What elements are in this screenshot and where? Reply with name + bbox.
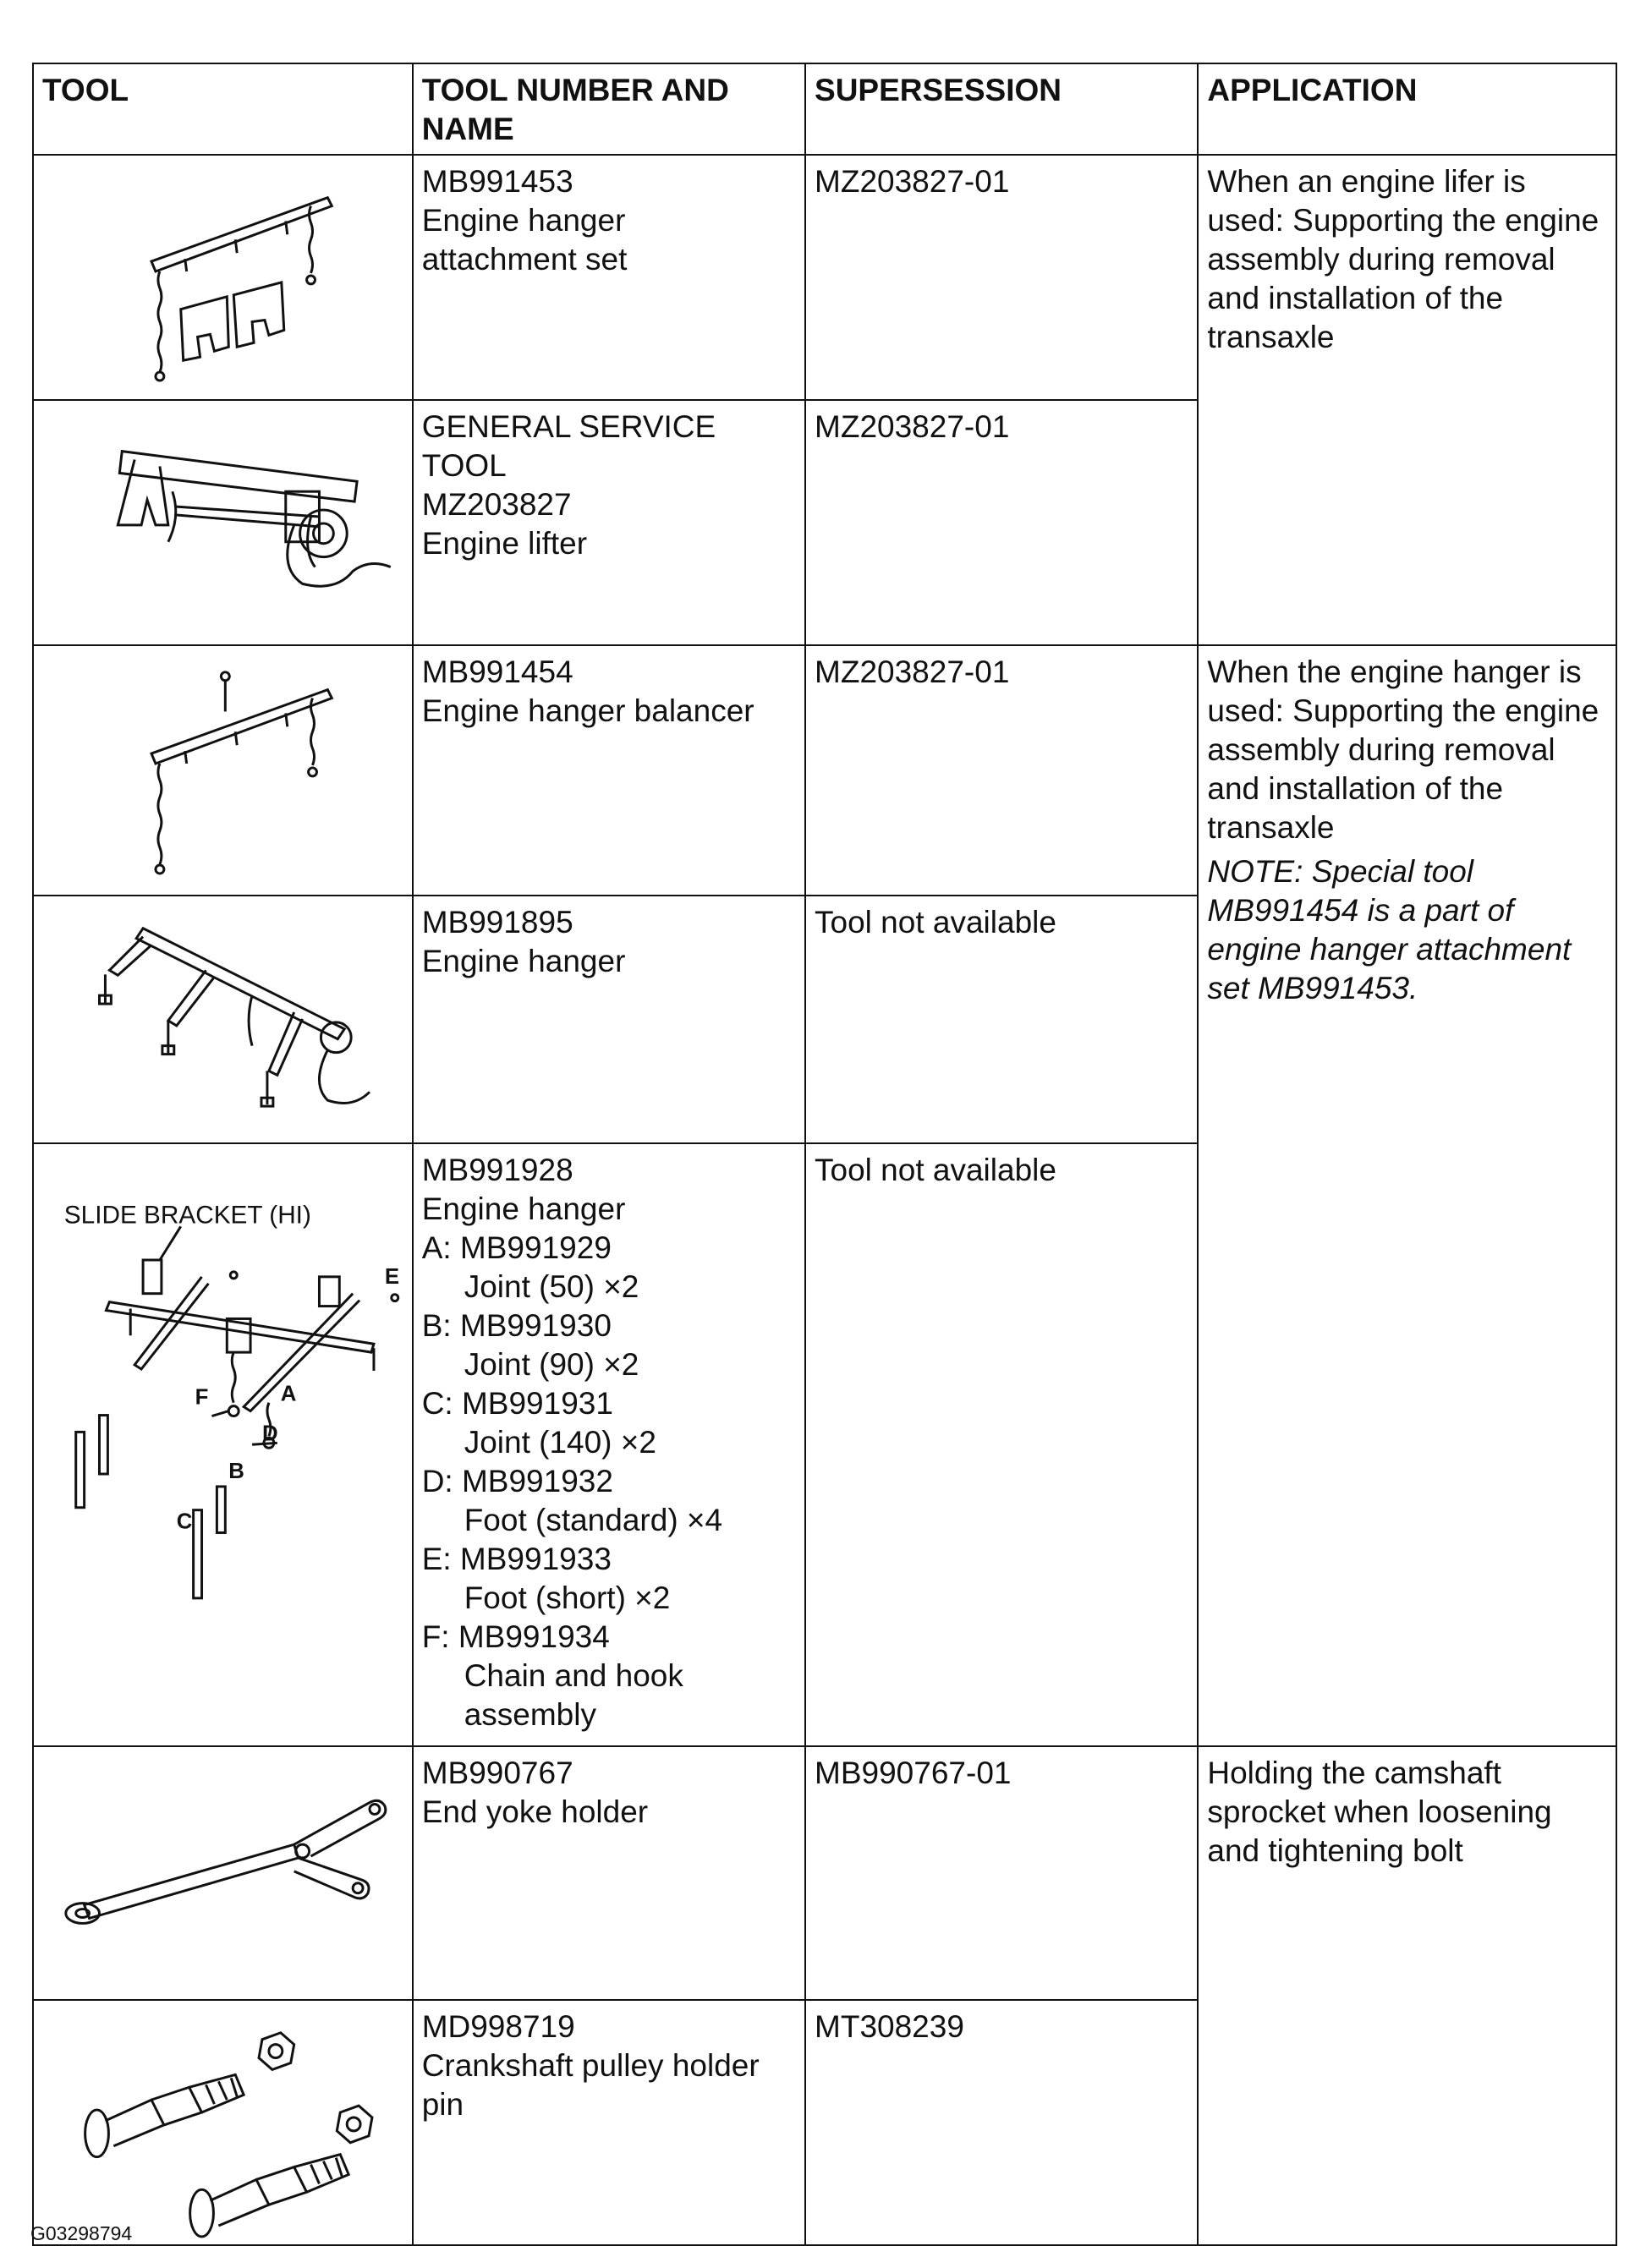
tool-illustration-cell: [33, 1746, 413, 2000]
diagram-label-d: D: [261, 1422, 278, 1446]
figure-code: G03298794: [30, 2222, 133, 2244]
tool-illustration-cell: [33, 155, 413, 400]
tool-name: Engine hanger: [421, 203, 626, 238]
diagram-label-b: B: [228, 1460, 244, 1484]
part-desc: Joint (50) ×2: [464, 1269, 639, 1305]
tool-number: MD998719: [421, 2008, 575, 2044]
tool-number: MB991928: [421, 1153, 573, 1188]
tool-illustration-cell: [33, 400, 413, 645]
header-tool: TOOL: [33, 63, 413, 155]
diagram-label-slide-bracket: SLIDE BRACKET (HI): [63, 1201, 311, 1230]
application-text: Holding the camshaft sprocket when loosening and tightening bolt: [1207, 1755, 1552, 1868]
tool-name: Engine hanger: [421, 943, 626, 978]
tool-number-cell: [413, 155, 805, 400]
supersession-cell: Tool not available: [805, 1143, 1198, 1746]
tool-number-cell: [413, 2000, 805, 2245]
part-code: A: MB991929: [421, 1230, 612, 1266]
engine-hanger-balancer-icon: [42, 653, 403, 890]
tool-number: MB991453: [421, 164, 573, 199]
supersession-cell: Tool not available: [805, 896, 1198, 1144]
diagram-label-f: F: [195, 1386, 209, 1411]
tool-number-cell: [413, 400, 805, 645]
tool-name: attachment set: [421, 242, 628, 277]
part-desc: Chain and hook: [464, 1658, 683, 1694]
application-cell: [1198, 1746, 1616, 2245]
end-yoke-holder-icon: [42, 1754, 403, 1994]
crankshaft-pulley-holder-pin-icon: [42, 2008, 403, 2239]
part-code: C: MB991931: [421, 1386, 613, 1422]
engine-hanger-icon: [42, 903, 403, 1138]
part-code: F: MB991934: [421, 1619, 610, 1655]
tool-number-cell: [413, 645, 805, 896]
part-desc: Joint (90) ×2: [464, 1347, 639, 1383]
application-text: When the engine hanger is used: Supporting the engine assembly during removal and installation of the transaxle: [1207, 654, 1599, 845]
header-supersession: SUPERSESSION: [805, 63, 1198, 155]
engine-lifter-icon: [42, 408, 403, 639]
application-note: NOTE: Special tool MB991454 is a part of engine hanger attachment set MB991453.: [1207, 853, 1572, 1005]
part-code: D: MB991932: [421, 1464, 613, 1499]
supersession-cell: MT308239: [805, 2000, 1198, 2245]
tool-name: Crankshaft pulley holder: [421, 2047, 760, 2083]
tool-illustration-cell: [33, 896, 413, 1144]
part-code: E: MB991933: [421, 1542, 612, 1577]
tool-number: GENERAL SERVICE: [421, 408, 716, 444]
tool-number: MB991895: [421, 904, 573, 940]
part-desc: Foot (standard) ×4: [464, 1503, 723, 1538]
part-desc: Foot (short) ×2: [464, 1580, 671, 1616]
tool-name: pin: [421, 2086, 464, 2122]
tool-number: TOOL: [421, 447, 507, 483]
tool-name: Engine hanger: [421, 1192, 626, 1227]
tool-illustration-cell: [33, 645, 413, 896]
part-code: B: MB991930: [421, 1308, 612, 1344]
application-cell: [1198, 645, 1616, 1746]
tool-name: End yoke holder: [421, 1794, 649, 1829]
supersession-cell: MB990767-01: [805, 1746, 1198, 2000]
tool-number: MZ203827: [421, 486, 572, 522]
supersession-cell: MZ203827-01: [805, 645, 1198, 896]
table-row: [33, 1746, 1616, 2000]
tool-name: Engine hanger balancer: [421, 693, 754, 728]
tool-name: Engine lifter: [421, 525, 588, 561]
tool-number-cell: [413, 1746, 805, 2000]
tool-number: MB990767: [421, 1755, 573, 1790]
header-application: APPLICATION: [1198, 63, 1616, 155]
diagram-label-c: C: [176, 1509, 193, 1534]
application-cell: [1198, 155, 1616, 645]
part-desc: assembly: [464, 1697, 596, 1733]
tool-illustration-cell: [33, 2000, 413, 2245]
tool-number-cell: [413, 896, 805, 1144]
special-tools-table: [32, 63, 1617, 2246]
supersession-cell: MZ203827-01: [805, 155, 1198, 400]
table-row: [33, 645, 1616, 896]
table-header-row: [33, 63, 1616, 155]
tool-illustration-cell: [33, 1143, 413, 1746]
tool-number: MB991454: [421, 654, 573, 689]
engine-hanger-attachment-set-icon: [42, 162, 403, 394]
supersession-cell: MZ203827-01: [805, 400, 1198, 645]
engine-hanger-kit-icon: [42, 1151, 403, 1740]
header-tool-number: TOOL NUMBER AND NAME: [413, 63, 805, 155]
tool-number-cell: [413, 1143, 805, 1746]
part-desc: Joint (140) ×2: [464, 1425, 656, 1460]
diagram-label-e: E: [384, 1265, 400, 1290]
application-text: When an engine lifer is used: Supporting the engine assembly during removal and installation of the transaxle: [1207, 164, 1599, 354]
table-row: [33, 155, 1616, 400]
diagram-label-a: A: [280, 1383, 297, 1407]
